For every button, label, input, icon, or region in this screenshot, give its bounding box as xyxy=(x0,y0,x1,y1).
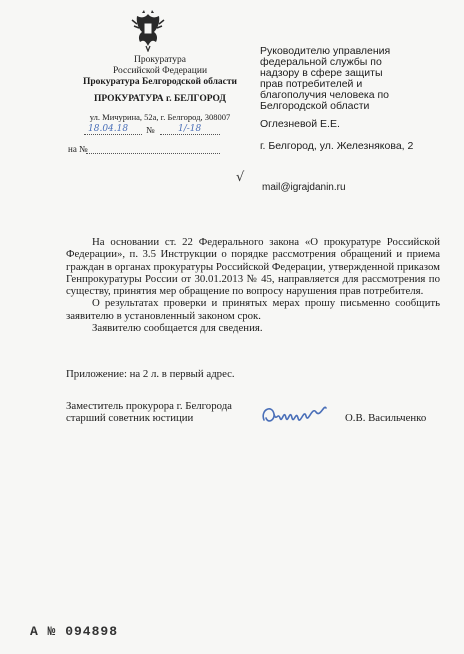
recipient-line: Руководителю управления xyxy=(260,45,391,57)
body-paragraph-1: На основании ст. 22 Федерального закона «О прокуратуре Российской Федерации», п. 3.5 Инструкции о порядке рассмотрения обращений и приема граждан в органах прокуратуры Российской Федерации, утвержденной приказом Генпрокуратуры России от 30.01.2013 № 45, направляется для рассмотрения по существу, принятия мер обращение по вопросу нарушения прав потребителя. xyxy=(66,236,440,298)
body-paragraph-2: О результатах проверки и принятых мерах прошу письменно сообщить заявителю в установленный законом срок. xyxy=(66,297,440,322)
check-mark-icon: √ xyxy=(236,170,245,185)
signatory-name: О.В. Васильченко xyxy=(345,412,427,424)
handwritten-number: 1/-18 xyxy=(178,124,202,134)
coat-of-arms-emblem xyxy=(128,10,168,52)
sender-line-3: Прокуратура Белгородской области xyxy=(82,77,238,87)
body-paragraph-3: Заявителю сообщается для сведения. xyxy=(92,322,263,335)
reference-label: на № xyxy=(68,144,88,154)
signatory-title-line-2: старший советник юстиции xyxy=(66,411,194,424)
form-serial-number: А № 094898 xyxy=(30,624,119,639)
recipient-address: г. Белгород, ул. Железнякова, 2 xyxy=(260,140,414,152)
signatory-title-line-1: Заместитель прокурора г. Белгорода xyxy=(66,400,232,412)
letter-body xyxy=(66,236,440,334)
recipient-line: прав потребителей и xyxy=(260,78,363,90)
sender-office: ПРОКУРАТУРА г. БЕЛГОРОД xyxy=(94,94,226,104)
handwritten-date: 18.04.18 xyxy=(88,124,129,134)
signatory-title xyxy=(66,401,232,424)
sender-line-1: Прокуратура xyxy=(133,55,187,65)
date-line xyxy=(84,134,142,135)
recipient-line: Белгородской области xyxy=(260,100,370,112)
recipient-name: Оглезневой Е.Е. xyxy=(260,118,340,130)
sender-line-2: Российской Федерации xyxy=(112,66,208,76)
reference-line xyxy=(86,153,220,154)
recipient-line: федеральной службы по xyxy=(260,56,382,68)
sender-address: ул. Мичурина, 52а, г. Белгород, 308007 xyxy=(89,112,231,122)
recipient-line: благополучия человека по xyxy=(260,89,390,101)
recipient-block xyxy=(260,46,440,112)
recipient-email: mail@igrajdanin.ru xyxy=(262,182,346,193)
handwritten-signature xyxy=(258,398,328,430)
recipient-line: надзору в сфере защиты xyxy=(260,67,383,79)
enclosure-note: Приложение: на 2 л. в первый адрес. xyxy=(66,368,235,380)
number-label: № xyxy=(146,125,155,135)
number-line xyxy=(160,134,220,135)
